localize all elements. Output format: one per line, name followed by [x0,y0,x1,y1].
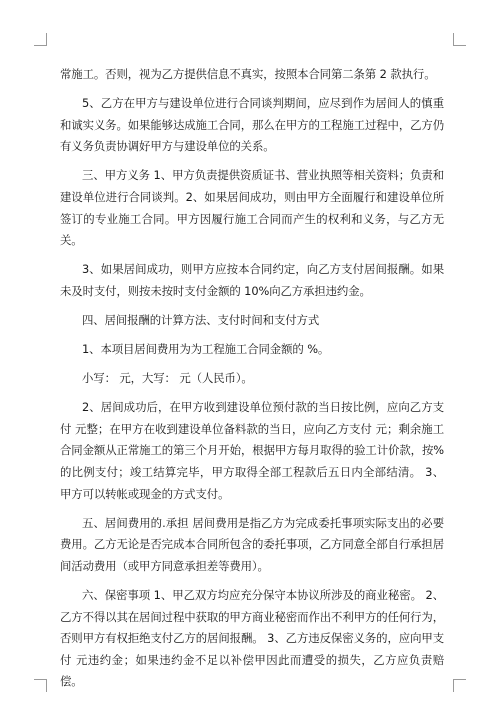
paragraph-2: 5、乙方在甲方与建设单位进行合同谈判期间，应尽到作为居间人的慎重和诚实义务。如果能够达成施工合同，那么在甲方的工程施工过程中，乙方仍有义务负责协调好甲方与建设单位的关系。 [60,96,444,154]
paragraph-4: 3、如果居间成功，则甲方应按本合同约定，向乙方支付居间报酬。如果未及时支付，则按未按时支付金额的 10%向乙方承担违约金。 [60,262,444,298]
paragraph-1: 常施工。否则，视为乙方提供信息不真实，按照本合同第二条第 2 款执行。 [60,67,436,81]
crop-mark-top-right [453,33,466,46]
crop-mark-bottom-right [453,679,466,692]
paragraph-6: 1、本项目居间费用为为工程施工合同金额的 %。 [82,342,330,357]
paragraph-3: 三、甲方义务 1、甲方负责提供资质证书、营业执照等相关资料；负责和建设单位进行合同谈判。2、如果居间成功，则由甲方全面履行和建设单位所签订的专业施工合同。甲方因履行施工合同而产生的权利和义务，与乙方无关。 [60,168,444,248]
paragraph-7: 小写： 元，大写： 元（人民币）。 [82,371,253,386]
crop-mark-bottom-left [34,679,47,692]
paragraph-9: 五、居间费用的.承担 居间费用是指乙方为完成委托事项实际支出的必要费用。乙方无论是否完成本合同所包含的委托事项，乙方同意全部自行承担居间活动费用（或甲方同意承担差等费用）。 [60,515,444,573]
paragraph-8: 2、居间成功后，在甲方收到建设单位预付款的当日按比例，应向乙方支付 元整；在甲方在收到建设单位备料款的当日，应向乙方支付 元；剩余施工合同金额从正常施工的第三个月开始，根据甲方每月取得的验工计价款，按%的比例支付；竣工结算完毕，甲方取得全部工程款后五日内全部结清。 3、 甲方可以转帐或现金的方式支付。 [60,400,444,501]
crop-mark-top-left [34,33,47,46]
paragraph-5: 四、居间报酬的计算方法、支付时间和支付方式 [82,312,320,327]
paragraph-10: 六、保密事项 1、甲乙双方均应充分保守本协议所涉及的商业秘密。 2、乙方不得以其在居间过程中获取的甲方商业秘密而作出不利甲方的任何行为，否则甲方有权拒绝支付乙方的居间报酬。 3、乙方违反保密义务的，应向甲支付 元违约金；如果违约金不足以补偿甲因此而遭受的损失，乙方应负责赔偿。 [60,587,444,689]
document-body [60,64,444,700]
